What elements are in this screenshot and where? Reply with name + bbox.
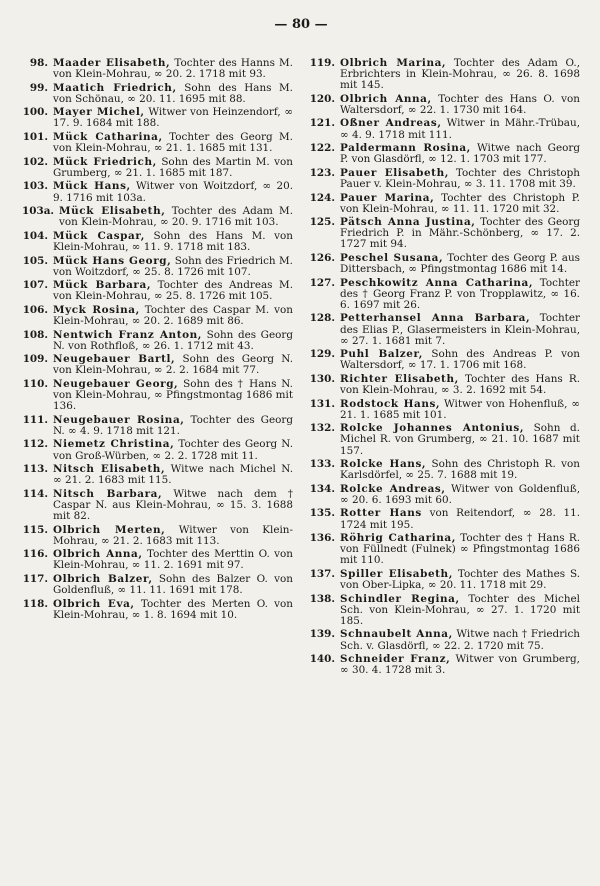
entry-name: Peschkowitz Anna Catharina, bbox=[340, 276, 534, 289]
register-entry bbox=[309, 94, 580, 116]
register-entry bbox=[309, 654, 580, 676]
register-entry bbox=[309, 193, 580, 215]
entry-number: 107. bbox=[22, 279, 48, 292]
entry-details: Witwe nach Michel N. ∞ 21. 2. 1683 mit 115. bbox=[53, 463, 293, 487]
entry-details: Witwe nach dem † Caspar N. aus Klein-Mohrau, ∞ 15. 3. 1688 mit 82. bbox=[53, 487, 294, 522]
entry-number: 131. bbox=[309, 397, 335, 410]
register-entry bbox=[309, 423, 580, 456]
entry-name: Mück Hans, bbox=[53, 180, 131, 193]
entry-text bbox=[340, 278, 580, 311]
entry-text bbox=[340, 193, 580, 215]
entry-text bbox=[59, 206, 293, 228]
register-entry bbox=[309, 459, 580, 481]
entry-text bbox=[53, 354, 293, 376]
entry-name: Schneider Franz, bbox=[340, 653, 451, 666]
entry-number: 113. bbox=[22, 463, 48, 476]
entry-details: Tochter des Mathes S. von Ober-Lipka, ∞ 20. 11. 1718 mit 29. bbox=[340, 567, 580, 592]
entry-name: Rodstock Hans, bbox=[340, 397, 441, 410]
entry-text bbox=[340, 94, 580, 116]
entry-text bbox=[340, 594, 580, 627]
entry-text bbox=[53, 525, 293, 547]
entry-text bbox=[340, 217, 580, 250]
entry-details: Tochter des Georg Friedrich P. in Mähr.-Schönberg, ∞ 17. 2. 1727 mit 94. bbox=[340, 216, 580, 251]
entry-details: Tochter des Georg M. von Klein-Mohrau, ∞ 21. 1. 1685 mit 131. bbox=[53, 131, 293, 155]
entry-number: 129. bbox=[309, 348, 335, 361]
entry-name: Mück Catharina, bbox=[53, 131, 163, 144]
right-column bbox=[309, 58, 580, 679]
register-entry bbox=[22, 464, 293, 486]
entry-number: 106. bbox=[22, 303, 48, 316]
entry-details: Sohn des † Hans N. von Klein-Mohrau, ∞ Pfingstmontag 1686 mit 136. bbox=[53, 377, 293, 413]
entry-name: Maader Elisabeth, bbox=[53, 57, 171, 69]
entry-details: Tochter des Caspar M. von Klein-Mohrau, ∞ 20. 2. 1689 mit 86. bbox=[53, 303, 293, 327]
entry-name: Rolcke Andreas, bbox=[340, 482, 446, 495]
entry-name: Pauer Elisabeth, bbox=[340, 166, 449, 179]
entry-number: 117. bbox=[22, 572, 48, 585]
entry-text bbox=[340, 349, 580, 371]
entry-text bbox=[53, 549, 293, 571]
entry-details: Sohn des Hans M. von Klein-Mohrau, ∞ 11. 9. 1718 mit 183. bbox=[53, 229, 293, 253]
entry-name: Nitsch Elisabeth, bbox=[53, 463, 166, 476]
register-entry bbox=[22, 330, 293, 352]
entry-name: Olbrich Merten, bbox=[53, 523, 166, 536]
entry-name: Olbrich Marina, bbox=[340, 57, 447, 69]
register-entry bbox=[22, 206, 293, 228]
entry-name: Peschel Susana, bbox=[340, 252, 444, 264]
entry-text bbox=[340, 654, 580, 676]
entry-number: 102. bbox=[22, 155, 48, 168]
entry-text bbox=[53, 330, 293, 352]
entry-text bbox=[340, 399, 580, 421]
entry-text bbox=[340, 143, 580, 165]
register-entry bbox=[22, 379, 293, 412]
entry-details: Sohn des Andreas P. von Waltersdorf, ∞ 17. 1. 1706 mit 168. bbox=[340, 348, 580, 372]
entry-number: 110. bbox=[22, 377, 48, 390]
register-entry bbox=[309, 399, 580, 421]
page-number: — 80 — bbox=[274, 17, 328, 32]
entry-number: 123. bbox=[309, 166, 335, 179]
entry-number: 118. bbox=[22, 597, 48, 610]
entry-name: Neugebauer Bartl, bbox=[53, 353, 176, 366]
entry-number: 122. bbox=[309, 142, 335, 155]
entry-text bbox=[53, 464, 293, 486]
register-entry bbox=[22, 599, 293, 621]
entry-details: Witwer von Grumberg, ∞ 30. 4. 1728 mit 3. bbox=[340, 653, 580, 677]
entry-text bbox=[53, 231, 293, 253]
register-entry bbox=[22, 489, 293, 522]
entry-details: Witwer in Mähr.-Trübau, ∞ 4. 9. 1718 mit 111. bbox=[340, 117, 580, 141]
entry-details: Tochter des Adam M. von Klein-Mohrau, ∞ 20. 9. 1716 mit 103. bbox=[59, 205, 294, 229]
entry-details: Tochter des Hans O. von Waltersdorf, ∞ 22. 1. 1730 mit 164. bbox=[340, 92, 580, 116]
entry-details: Sohn des Friedrich M. von Woitzdorf, ∞ 25. 8. 1726 mit 107. bbox=[53, 254, 293, 278]
entry-details: Tochter des Merten O. von Klein-Mohrau, ∞ 1. 8. 1694 mit 10. bbox=[53, 597, 293, 621]
register-entry bbox=[22, 280, 293, 302]
entry-name: Mück Caspar, bbox=[53, 229, 145, 242]
entry-text bbox=[340, 533, 580, 566]
entry-number: 100. bbox=[22, 106, 48, 119]
entry-number: 103a. bbox=[22, 205, 55, 218]
entry-number: 127. bbox=[309, 276, 335, 289]
entry-number: 124. bbox=[309, 191, 335, 204]
entry-details: Tochter des Hans R. von Klein-Mohrau, ∞ 3. 2. 1692 mit 54. bbox=[340, 372, 580, 397]
entry-details: Tochter des Elias P., Glasermeisters in Klein-Mohrau, ∞ 27. 1. 1681 mit 7. bbox=[340, 312, 580, 347]
entry-details: Witwer von Heinzendorf, ∞ 17. 9. 1684 mit 188. bbox=[53, 106, 294, 130]
entry-details: Sohn des Christoph R. von Karlsdörfel, ∞ 25. 7. 1688 mit 19. bbox=[340, 458, 580, 482]
entry-name: Nitsch Barbara, bbox=[53, 487, 163, 500]
register-entry bbox=[309, 168, 580, 190]
entry-number: 139. bbox=[309, 628, 335, 641]
entry-name: Olbrich Anna, bbox=[53, 548, 143, 561]
entry-name: Maatich Friedrich, bbox=[53, 81, 177, 94]
entry-text bbox=[53, 107, 293, 129]
entry-details: Witwer von Klein-Mohrau, ∞ 21. 2. 1683 mit 113. bbox=[53, 523, 293, 547]
entry-text bbox=[53, 132, 293, 154]
entry-details: Tochter des Georg N. ∞ 4. 9. 1718 mit 121. bbox=[53, 413, 293, 437]
entry-number: 111. bbox=[22, 413, 48, 426]
entry-number: 140. bbox=[309, 653, 335, 666]
entry-details: Sohn d. Michel R. von Grumberg, ∞ 21. 10. 1687 mit 157. bbox=[340, 422, 580, 457]
left-column bbox=[22, 58, 293, 679]
register-entry bbox=[309, 217, 580, 250]
register-entry bbox=[22, 107, 293, 129]
entry-details: Tochter des Hanns M. von Klein-Mohrau, ∞ 20. 2. 1718 mit 93. bbox=[53, 57, 293, 81]
entry-name: Olbrich Eva, bbox=[53, 597, 135, 610]
entry-text bbox=[53, 415, 293, 437]
entry-details: Sohn des Georg N. von Rothfloß, ∞ 26. 1. 1712 mit 43. bbox=[53, 328, 293, 352]
entry-details: Sohn des Balzer O. von Goldenfluß, ∞ 11. 11. 1691 mit 178. bbox=[53, 572, 293, 597]
entry-number: 101. bbox=[22, 131, 48, 144]
register-entry bbox=[309, 253, 580, 275]
entry-text bbox=[53, 379, 293, 412]
entry-number: 114. bbox=[22, 487, 48, 500]
entry-name: Pätsch Anna Justina, bbox=[340, 216, 476, 229]
entry-details: Witwe nach † Friedrich Sch. v. Glasdörfl, ∞ 22. 2. 1720 mit 75. bbox=[340, 628, 581, 652]
entry-text bbox=[340, 629, 580, 651]
entry-text bbox=[340, 313, 580, 346]
entry-name: Pauer Marina, bbox=[340, 191, 435, 204]
entry-number: 128. bbox=[309, 312, 335, 325]
register-entry bbox=[309, 374, 580, 396]
entry-text bbox=[53, 157, 293, 179]
entry-name: Mück Hans Georg, bbox=[53, 254, 172, 267]
entry-number: 104. bbox=[22, 229, 48, 242]
register-entry bbox=[309, 58, 580, 91]
entry-number: 119. bbox=[309, 57, 335, 69]
register-entry bbox=[309, 278, 580, 311]
entry-details: Tochter des Georg N. von Groß-Würben, ∞ 2. 2. 1728 mit 11. bbox=[53, 438, 293, 462]
entry-name: Rotter Hans bbox=[340, 507, 422, 520]
entry-name: Petterhansel Anna Barbara, bbox=[340, 312, 531, 325]
entry-name: Röhrig Catharina, bbox=[340, 532, 456, 545]
register-entry bbox=[22, 231, 293, 253]
entry-text bbox=[340, 423, 580, 456]
entry-text bbox=[340, 569, 580, 591]
entry-name: Mück Barbara, bbox=[53, 279, 152, 292]
entry-details: Tochter des Christoph P. von Klein-Mohrau, ∞ 11. 11. 1720 mit 32. bbox=[340, 191, 580, 215]
entry-details: Sohn des Martin M. von Grumberg, ∞ 21. 1. 1685 mit 187. bbox=[53, 155, 293, 179]
entry-text bbox=[340, 374, 580, 396]
entry-name: Neugebauer Rosina, bbox=[53, 413, 185, 426]
entry-name: Rolcke Johannes Antonius, bbox=[340, 422, 525, 435]
entry-details: von Reitendorf, ∞ 28. 11. 1724 mit 195. bbox=[340, 507, 580, 531]
register-entry bbox=[22, 157, 293, 179]
entry-text bbox=[53, 489, 293, 522]
entry-name: Puhl Balzer, bbox=[340, 348, 424, 361]
entry-number: 138. bbox=[309, 592, 335, 605]
entry-name: Mück Elisabeth, bbox=[59, 205, 166, 218]
entry-details: Tochter des Merttin O. von Klein-Mohrau, ∞ 11. 2. 1691 mit 97. bbox=[53, 548, 293, 572]
register-entry bbox=[309, 143, 580, 165]
entry-text bbox=[53, 305, 293, 327]
entry-number: 108. bbox=[22, 328, 48, 341]
entry-name: Schindler Regina, bbox=[340, 592, 460, 605]
entry-number: 132. bbox=[309, 422, 335, 435]
entry-name: Neugebauer Georg, bbox=[53, 377, 179, 390]
entry-number: 133. bbox=[309, 458, 335, 471]
register-entry bbox=[309, 629, 580, 651]
entry-number: 98. bbox=[29, 57, 48, 69]
entry-number: 126. bbox=[309, 252, 335, 264]
entry-number: 135. bbox=[309, 507, 335, 520]
entry-name: Oßner Andreas, bbox=[340, 117, 442, 130]
register-entry bbox=[22, 574, 293, 596]
entry-details: Sohn des Hans M. von Schönau, ∞ 20. 11. 1695 mit 88. bbox=[53, 81, 293, 105]
entry-details: Tochter des † Hans R. von Füllnedt (Fulnek) ∞ Pfingstmontag 1686 mit 110. bbox=[340, 532, 581, 567]
entry-number: 121. bbox=[309, 117, 335, 130]
entry-text bbox=[340, 459, 580, 481]
register-entry bbox=[309, 484, 580, 506]
register-entry bbox=[22, 439, 293, 461]
entry-name: Richter Elisabeth, bbox=[340, 372, 459, 385]
entry-number: 116. bbox=[22, 548, 48, 561]
entry-number: 136. bbox=[309, 532, 335, 545]
entry-text bbox=[53, 83, 293, 105]
entry-details: Witwe nach Georg P. von Glasdörfl, ∞ 12. 1. 1703 mit 177. bbox=[340, 142, 581, 166]
entry-details: Tochter des Andreas M. von Klein-Mohrau, ∞ 25. 8. 1726 mit 105. bbox=[53, 279, 293, 303]
entry-details: Tochter des Adam O., Erbrichters in Klein-Mohrau, ∞ 26. 8. 1698 mit 145. bbox=[340, 57, 581, 92]
register-entry bbox=[22, 549, 293, 571]
entry-text bbox=[340, 168, 580, 190]
entry-text bbox=[53, 280, 293, 302]
entry-name: Spiller Elisabeth, bbox=[340, 567, 453, 580]
entry-text bbox=[53, 58, 293, 80]
register-entry bbox=[22, 305, 293, 327]
register-entry bbox=[22, 525, 293, 547]
entry-number: 105. bbox=[22, 254, 48, 267]
entry-name: Paldermann Rosina, bbox=[340, 142, 471, 155]
entry-details: Sohn des Georg N. von Klein-Mohrau, ∞ 2. 2. 1684 mit 77. bbox=[53, 353, 293, 377]
entry-details: Tochter des Georg P. aus Dittersbach, ∞ Pfingstmontag 1686 mit 14. bbox=[340, 252, 580, 276]
register-columns bbox=[22, 58, 580, 679]
entry-details: Tochter des Michel Sch. von Klein-Mohrau, ∞ 27. 1. 1720 mit 185. bbox=[340, 592, 580, 627]
entry-number: 130. bbox=[309, 372, 335, 385]
entry-number: 125. bbox=[309, 216, 335, 229]
entry-text bbox=[53, 439, 293, 461]
entry-name: Mück Friedrich, bbox=[53, 155, 157, 168]
entry-number: 120. bbox=[309, 92, 335, 105]
entry-text bbox=[53, 599, 293, 621]
entry-details: Tochter des Christoph Pauer v. Klein-Mohrau, ∞ 3. 11. 1708 mit 39. bbox=[340, 166, 581, 190]
entry-text bbox=[53, 181, 293, 203]
entry-text bbox=[53, 574, 293, 596]
register-entry bbox=[309, 118, 580, 140]
register-entry bbox=[22, 58, 293, 80]
register-entry bbox=[309, 508, 580, 530]
entry-text bbox=[340, 58, 580, 91]
entry-name: Schnaubelt Anna, bbox=[340, 628, 453, 641]
entry-number: 112. bbox=[22, 438, 48, 451]
entry-text bbox=[340, 118, 580, 140]
entry-details: Witwer von Goldenfluß, ∞ 20. 6. 1693 mit 60. bbox=[340, 482, 580, 506]
entry-text bbox=[340, 253, 580, 275]
register-entry bbox=[309, 349, 580, 371]
register-entry bbox=[22, 256, 293, 278]
entry-number: 109. bbox=[22, 353, 48, 366]
entry-name: Niemetz Christina, bbox=[53, 438, 175, 451]
entry-number: 103. bbox=[22, 180, 48, 193]
entry-details: Tochter des † Georg Franz P. von Tropplawitz, ∞ 16. 6. 1697 mit 26. bbox=[340, 276, 580, 311]
entry-name: Olbrich Anna, bbox=[340, 92, 432, 105]
entry-number: 99. bbox=[29, 81, 48, 94]
entry-name: Myck Rosina, bbox=[53, 303, 140, 316]
register-entry bbox=[22, 83, 293, 105]
register-entry bbox=[309, 533, 580, 566]
register-entry bbox=[22, 132, 293, 154]
entry-details: Witwer von Hohenfluß, ∞ 21. 1. 1685 mit 101. bbox=[340, 397, 580, 421]
register-entry bbox=[309, 594, 580, 627]
entry-text bbox=[340, 484, 580, 506]
entry-details: Witwer von Woitzdorf, ∞ 20. 9. 1716 mit 103a. bbox=[53, 180, 293, 204]
entry-text bbox=[53, 256, 293, 278]
register-entry bbox=[22, 415, 293, 437]
entry-number: 115. bbox=[22, 523, 48, 536]
register-entry bbox=[309, 313, 580, 346]
register-entry bbox=[309, 569, 580, 591]
register-entry bbox=[22, 181, 293, 203]
entry-name: Nentwich Franz Anton, bbox=[53, 328, 203, 341]
entry-name: Rolcke Hans, bbox=[340, 458, 427, 471]
register-entry bbox=[22, 354, 293, 376]
entry-number: 134. bbox=[309, 482, 335, 495]
entry-text bbox=[340, 508, 580, 530]
entry-name: Mayer Michel, bbox=[53, 106, 145, 119]
entry-name: Olbrich Balzer, bbox=[53, 572, 153, 585]
entry-number: 137. bbox=[309, 567, 335, 580]
